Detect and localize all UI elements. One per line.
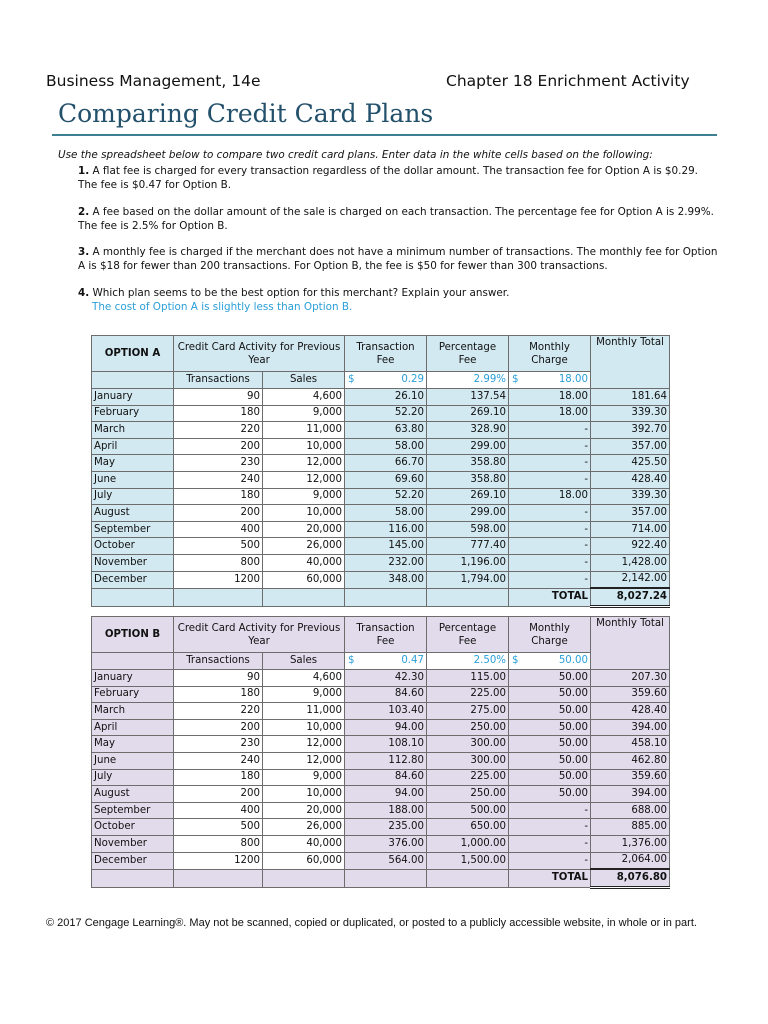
transactions-cell[interactable]: 500 bbox=[174, 819, 263, 836]
transactions-header: Transactions bbox=[174, 372, 263, 389]
question-number: 3. bbox=[78, 246, 90, 258]
transactions-cell[interactable]: 1200 bbox=[174, 571, 263, 588]
activity-header: Credit Card Activity for Previous Year bbox=[174, 617, 345, 653]
monthly-charge-cell: 50.00 bbox=[509, 719, 591, 736]
transaction-fee-cell: 58.00 bbox=[345, 438, 427, 455]
grand-total: 8,076.80 bbox=[591, 869, 670, 887]
table-row bbox=[92, 554, 670, 571]
activity-header: Credit Card Activity for Previous Year bbox=[174, 336, 345, 372]
percentage-fee-cell: 269.10 bbox=[427, 488, 509, 505]
month-cell: October bbox=[92, 538, 174, 555]
monthly-charge-cell: - bbox=[509, 554, 591, 571]
transactions-cell[interactable]: 90 bbox=[174, 389, 263, 406]
monthly-total-cell: 2,064.00 bbox=[591, 852, 670, 869]
transactions-cell[interactable]: 200 bbox=[174, 505, 263, 522]
month-cell: February bbox=[92, 686, 174, 703]
monthly-charge-header: Monthly Charge bbox=[509, 336, 591, 372]
dollar-sign: $ bbox=[348, 374, 355, 385]
monthly-charge-cell: 50.00 bbox=[509, 769, 591, 786]
monthly-charge-cell: 18.00 bbox=[509, 488, 591, 505]
sales-cell[interactable]: 12,000 bbox=[263, 736, 345, 753]
transactions-cell[interactable]: 90 bbox=[174, 670, 263, 687]
percentage-fee-cell: 1,794.00 bbox=[427, 571, 509, 588]
table-row bbox=[92, 538, 670, 555]
percentage-fee-cell: 328.90 bbox=[427, 422, 509, 439]
dollar-sign: $ bbox=[512, 655, 519, 666]
monthly-total-cell: 714.00 bbox=[591, 521, 670, 538]
monthly-charge-cell: - bbox=[509, 538, 591, 555]
month-cell: March bbox=[92, 422, 174, 439]
question-number: 4. bbox=[78, 287, 90, 299]
transactions-cell[interactable]: 200 bbox=[174, 786, 263, 803]
transactions-header: Transactions bbox=[174, 653, 263, 670]
percentage-fee-input[interactable]: 2.50% bbox=[427, 653, 509, 670]
percentage-fee-cell: 250.00 bbox=[427, 719, 509, 736]
percentage-fee-header: Percentage Fee bbox=[427, 336, 509, 372]
percentage-fee-cell: 650.00 bbox=[427, 819, 509, 836]
percentage-fee-cell: 299.00 bbox=[427, 438, 509, 455]
transaction-fee-cell: 564.00 bbox=[345, 852, 427, 869]
percentage-fee-cell: 777.40 bbox=[427, 538, 509, 555]
monthly-charge-cell: 50.00 bbox=[509, 752, 591, 769]
table-row bbox=[92, 736, 670, 753]
monthly-total-cell: 1,428.00 bbox=[591, 554, 670, 571]
month-cell: September bbox=[92, 521, 174, 538]
transactions-cell[interactable]: 240 bbox=[174, 752, 263, 769]
percentage-fee-cell: 269.10 bbox=[427, 405, 509, 422]
percentage-fee-cell: 250.00 bbox=[427, 786, 509, 803]
dollar-sign: $ bbox=[348, 655, 355, 666]
question-3 bbox=[78, 246, 718, 273]
monthly-total-cell: 359.60 bbox=[591, 686, 670, 703]
sales-cell[interactable]: 26,000 bbox=[263, 819, 345, 836]
month-cell: December bbox=[92, 571, 174, 588]
monthly-total-header: Monthly Total bbox=[591, 617, 670, 670]
transaction-fee-cell: 42.30 bbox=[345, 670, 427, 687]
transactions-cell[interactable]: 230 bbox=[174, 736, 263, 753]
sales-cell[interactable]: 60,000 bbox=[263, 571, 345, 588]
percentage-fee-cell: 225.00 bbox=[427, 769, 509, 786]
option-label: OPTION B bbox=[92, 617, 174, 653]
monthly-charge-input[interactable] bbox=[509, 653, 591, 670]
transaction-fee-cell: 145.00 bbox=[345, 538, 427, 555]
transaction-fee-cell: 52.20 bbox=[345, 405, 427, 422]
month-cell: November bbox=[92, 554, 174, 571]
transactions-cell[interactable]: 180 bbox=[174, 686, 263, 703]
table-row bbox=[92, 471, 670, 488]
monthly-total-cell: 357.00 bbox=[591, 505, 670, 522]
sales-cell[interactable]: 20,000 bbox=[263, 521, 345, 538]
table-row bbox=[92, 405, 670, 422]
month-cell: July bbox=[92, 769, 174, 786]
monthly-charge-cell: - bbox=[509, 521, 591, 538]
table-row bbox=[92, 571, 670, 588]
monthly-charge-cell: 50.00 bbox=[509, 703, 591, 720]
month-cell: October bbox=[92, 819, 174, 836]
monthly-total-cell: 428.40 bbox=[591, 471, 670, 488]
empty-cell bbox=[92, 372, 174, 389]
sales-cell[interactable]: 26,000 bbox=[263, 538, 345, 555]
sales-cell[interactable]: 11,000 bbox=[263, 703, 345, 720]
percentage-fee-header: Percentage Fee bbox=[427, 617, 509, 653]
transactions-cell[interactable]: 220 bbox=[174, 703, 263, 720]
transaction-fee-cell: 235.00 bbox=[345, 819, 427, 836]
transactions-cell[interactable]: 500 bbox=[174, 538, 263, 555]
month-cell: January bbox=[92, 389, 174, 406]
transaction-fee-cell: 69.60 bbox=[345, 471, 427, 488]
monthly-total-cell: 425.50 bbox=[591, 455, 670, 472]
table-row bbox=[92, 488, 670, 505]
table-row bbox=[92, 505, 670, 522]
monthly-charge-value: 50.00 bbox=[558, 655, 588, 666]
month-cell: March bbox=[92, 703, 174, 720]
transactions-cell[interactable]: 180 bbox=[174, 488, 263, 505]
month-cell: May bbox=[92, 455, 174, 472]
sales-cell[interactable]: 9,000 bbox=[263, 488, 345, 505]
transactions-cell[interactable]: 400 bbox=[174, 521, 263, 538]
sales-cell[interactable]: 10,000 bbox=[263, 438, 345, 455]
title-divider bbox=[52, 134, 717, 136]
monthly-charge-cell: - bbox=[509, 852, 591, 869]
monthly-total-cell: 2,142.00 bbox=[591, 571, 670, 588]
percentage-fee-cell: 300.00 bbox=[427, 752, 509, 769]
month-cell: April bbox=[92, 719, 174, 736]
month-cell: April bbox=[92, 438, 174, 455]
table-row bbox=[92, 852, 670, 869]
sales-cell[interactable]: 20,000 bbox=[263, 802, 345, 819]
percentage-fee-cell: 1,196.00 bbox=[427, 554, 509, 571]
question-1 bbox=[78, 165, 718, 192]
monthly-charge-cell: - bbox=[509, 438, 591, 455]
transactions-cell[interactable]: 200 bbox=[174, 438, 263, 455]
monthly-total-cell: 1,376.00 bbox=[591, 835, 670, 852]
transactions-cell[interactable]: 240 bbox=[174, 471, 263, 488]
table-row bbox=[92, 719, 670, 736]
monthly-total-cell: 357.00 bbox=[591, 438, 670, 455]
empty-cell bbox=[92, 653, 174, 670]
monthly-total-cell: 394.00 bbox=[591, 786, 670, 803]
percentage-fee-cell: 299.00 bbox=[427, 505, 509, 522]
month-cell: August bbox=[92, 505, 174, 522]
monthly-total-cell: 207.30 bbox=[591, 670, 670, 687]
book-title: Business Management, 14e bbox=[46, 72, 261, 90]
month-cell: December bbox=[92, 852, 174, 869]
table-row bbox=[92, 769, 670, 786]
transaction-fee-cell: 188.00 bbox=[345, 802, 427, 819]
transactions-cell[interactable]: 180 bbox=[174, 405, 263, 422]
sales-cell[interactable]: 12,000 bbox=[263, 752, 345, 769]
transaction-fee-cell: 348.00 bbox=[345, 571, 427, 588]
percentage-fee-cell: 598.00 bbox=[427, 521, 509, 538]
monthly-charge-cell: - bbox=[509, 455, 591, 472]
transaction-fee-cell: 52.20 bbox=[345, 488, 427, 505]
percentage-fee-cell: 300.00 bbox=[427, 736, 509, 753]
transaction-fee-input[interactable] bbox=[345, 653, 427, 670]
monthly-total-cell: 885.00 bbox=[591, 819, 670, 836]
monthly-charge-input[interactable] bbox=[509, 372, 591, 389]
question-4 bbox=[78, 287, 718, 314]
transactions-cell[interactable]: 400 bbox=[174, 802, 263, 819]
sales-header: Sales bbox=[263, 372, 345, 389]
transaction-fee-cell: 376.00 bbox=[345, 835, 427, 852]
question-text: A monthly fee is charged if the merchant does not have a minimum number of transactions. The monthly fee for Option A is $18 for fewer than 200 transactions. For Option B, the fee is $50 for fewer than 300 transactions. bbox=[78, 246, 718, 272]
monthly-charge-header: Monthly Charge bbox=[509, 617, 591, 653]
transactions-cell[interactable]: 180 bbox=[174, 769, 263, 786]
monthly-charge-cell: - bbox=[509, 571, 591, 588]
percentage-fee-cell: 1,500.00 bbox=[427, 852, 509, 869]
transaction-fee-cell: 103.40 bbox=[345, 703, 427, 720]
transactions-cell[interactable]: 800 bbox=[174, 835, 263, 852]
transactions-cell[interactable]: 200 bbox=[174, 719, 263, 736]
monthly-total-cell: 339.30 bbox=[591, 488, 670, 505]
monthly-charge-cell: - bbox=[509, 505, 591, 522]
sales-cell[interactable]: 12,000 bbox=[263, 471, 345, 488]
monthly-charge-cell: 50.00 bbox=[509, 670, 591, 687]
sales-header: Sales bbox=[263, 653, 345, 670]
monthly-charge-cell: - bbox=[509, 802, 591, 819]
monthly-charge-cell: 18.00 bbox=[509, 405, 591, 422]
transaction-fee-cell: 84.60 bbox=[345, 769, 427, 786]
sales-cell[interactable]: 9,000 bbox=[263, 405, 345, 422]
month-cell: November bbox=[92, 835, 174, 852]
transaction-fee-header: Transaction Fee bbox=[345, 336, 427, 372]
question-text: A flat fee is charged for every transaction regardless of the dollar amount. The transaction fee for Option A is $0.29. The fee is $0.47 for Option B. bbox=[78, 165, 698, 191]
percentage-fee-cell: 1,000.00 bbox=[427, 835, 509, 852]
option-label: OPTION A bbox=[92, 336, 174, 372]
percentage-fee-input[interactable]: 2.99% bbox=[427, 372, 509, 389]
table-row bbox=[92, 835, 670, 852]
transaction-fee-cell: 26.10 bbox=[345, 389, 427, 406]
table-row bbox=[92, 686, 670, 703]
transaction-fee-cell: 58.00 bbox=[345, 505, 427, 522]
transactions-cell[interactable]: 220 bbox=[174, 422, 263, 439]
transactions-cell[interactable]: 1200 bbox=[174, 852, 263, 869]
monthly-total-cell: 394.00 bbox=[591, 719, 670, 736]
total-label: TOTAL bbox=[509, 588, 591, 606]
table-row bbox=[92, 438, 670, 455]
dollar-sign: $ bbox=[512, 374, 519, 385]
sales-cell[interactable]: 12,000 bbox=[263, 455, 345, 472]
transaction-fee-cell: 112.80 bbox=[345, 752, 427, 769]
question-number: 2. bbox=[78, 206, 90, 218]
transaction-fee-cell: 94.00 bbox=[345, 786, 427, 803]
percentage-fee-cell: 500.00 bbox=[427, 802, 509, 819]
monthly-total-cell: 688.00 bbox=[591, 802, 670, 819]
table-row bbox=[92, 521, 670, 538]
sales-cell[interactable]: 10,000 bbox=[263, 719, 345, 736]
table-row bbox=[92, 422, 670, 439]
question-text: Which plan seems to be the best option for this merchant? Explain your answer. bbox=[92, 287, 510, 299]
monthly-charge-cell: 50.00 bbox=[509, 786, 591, 803]
sales-cell[interactable]: 11,000 bbox=[263, 422, 345, 439]
monthly-total-cell: 922.40 bbox=[591, 538, 670, 555]
transactions-cell[interactable]: 800 bbox=[174, 554, 263, 571]
transaction-fee-input[interactable] bbox=[345, 372, 427, 389]
percentage-fee-cell: 275.00 bbox=[427, 703, 509, 720]
sales-cell[interactable]: 40,000 bbox=[263, 554, 345, 571]
table-row bbox=[92, 819, 670, 836]
monthly-total-cell: 181.64 bbox=[591, 389, 670, 406]
table-row bbox=[92, 752, 670, 769]
monthly-total-cell: 339.30 bbox=[591, 405, 670, 422]
transaction-fee-header: Transaction Fee bbox=[345, 617, 427, 653]
monthly-charge-cell: - bbox=[509, 471, 591, 488]
percentage-fee-cell: 358.80 bbox=[427, 471, 509, 488]
monthly-total-cell: 359.60 bbox=[591, 769, 670, 786]
monthly-total-cell: 462.80 bbox=[591, 752, 670, 769]
transaction-fee-value: 0.29 bbox=[401, 374, 424, 385]
copyright-footer: © 2017 Cengage Learning®. May not be scanned, copied or duplicated, or posted to a publicly accessible website, in whole or in part. bbox=[46, 917, 697, 929]
answer-text[interactable]: The cost of Option A is slightly less than Option B. bbox=[92, 300, 353, 313]
monthly-total-cell: 428.40 bbox=[591, 703, 670, 720]
sales-cell[interactable]: 9,000 bbox=[263, 686, 345, 703]
percentage-fee-cell: 358.80 bbox=[427, 455, 509, 472]
monthly-charge-value: 18.00 bbox=[558, 374, 588, 385]
monthly-charge-cell: - bbox=[509, 819, 591, 836]
month-cell: February bbox=[92, 405, 174, 422]
month-cell: July bbox=[92, 488, 174, 505]
month-cell: September bbox=[92, 802, 174, 819]
chapter-title: Chapter 18 Enrichment Activity bbox=[446, 72, 690, 90]
question-text: A fee based on the dollar amount of the sale is charged on each transaction. The percentage fee for Option A is 2.99%. The fee is 2.5% for Option B. bbox=[78, 206, 714, 232]
transaction-fee-value: 0.47 bbox=[401, 655, 424, 666]
option-a-table bbox=[91, 335, 670, 608]
question-number: 1. bbox=[78, 165, 90, 177]
grand-total: 8,027.24 bbox=[591, 588, 670, 606]
option-b-table bbox=[91, 616, 670, 889]
question-2 bbox=[78, 206, 718, 233]
transactions-cell[interactable]: 230 bbox=[174, 455, 263, 472]
month-cell: June bbox=[92, 752, 174, 769]
percentage-fee-cell: 115.00 bbox=[427, 670, 509, 687]
sales-cell[interactable]: 10,000 bbox=[263, 786, 345, 803]
transaction-fee-cell: 232.00 bbox=[345, 554, 427, 571]
sales-cell[interactable]: 9,000 bbox=[263, 769, 345, 786]
sales-cell[interactable]: 60,000 bbox=[263, 852, 345, 869]
transaction-fee-cell: 116.00 bbox=[345, 521, 427, 538]
monthly-total-cell: 392.70 bbox=[591, 422, 670, 439]
table-row bbox=[92, 703, 670, 720]
sales-cell[interactable]: 4,600 bbox=[263, 670, 345, 687]
month-cell: June bbox=[92, 471, 174, 488]
sales-cell[interactable]: 40,000 bbox=[263, 835, 345, 852]
table-row bbox=[92, 802, 670, 819]
month-cell: August bbox=[92, 786, 174, 803]
instructions: Use the spreadsheet below to compare two credit card plans. Enter data in the white cells based on the following: bbox=[58, 149, 653, 161]
percentage-fee-cell: 225.00 bbox=[427, 686, 509, 703]
monthly-charge-cell: 50.00 bbox=[509, 686, 591, 703]
sales-cell[interactable]: 4,600 bbox=[263, 389, 345, 406]
transaction-fee-cell: 108.10 bbox=[345, 736, 427, 753]
monthly-charge-cell: 18.00 bbox=[509, 389, 591, 406]
monthly-total-cell: 458.10 bbox=[591, 736, 670, 753]
table-row bbox=[92, 786, 670, 803]
transaction-fee-cell: 66.70 bbox=[345, 455, 427, 472]
table-row bbox=[92, 670, 670, 687]
transaction-fee-cell: 84.60 bbox=[345, 686, 427, 703]
sales-cell[interactable]: 10,000 bbox=[263, 505, 345, 522]
table-row bbox=[92, 455, 670, 472]
monthly-charge-cell: 50.00 bbox=[509, 736, 591, 753]
total-label: TOTAL bbox=[509, 869, 591, 887]
percentage-fee-cell: 137.54 bbox=[427, 389, 509, 406]
monthly-total-header: Monthly Total bbox=[591, 336, 670, 389]
month-cell: January bbox=[92, 670, 174, 687]
monthly-charge-cell: - bbox=[509, 422, 591, 439]
page-title: Comparing Credit Card Plans bbox=[58, 99, 434, 128]
month-cell: May bbox=[92, 736, 174, 753]
transaction-fee-cell: 94.00 bbox=[345, 719, 427, 736]
transaction-fee-cell: 63.80 bbox=[345, 422, 427, 439]
monthly-charge-cell: - bbox=[509, 835, 591, 852]
table-row bbox=[92, 389, 670, 406]
